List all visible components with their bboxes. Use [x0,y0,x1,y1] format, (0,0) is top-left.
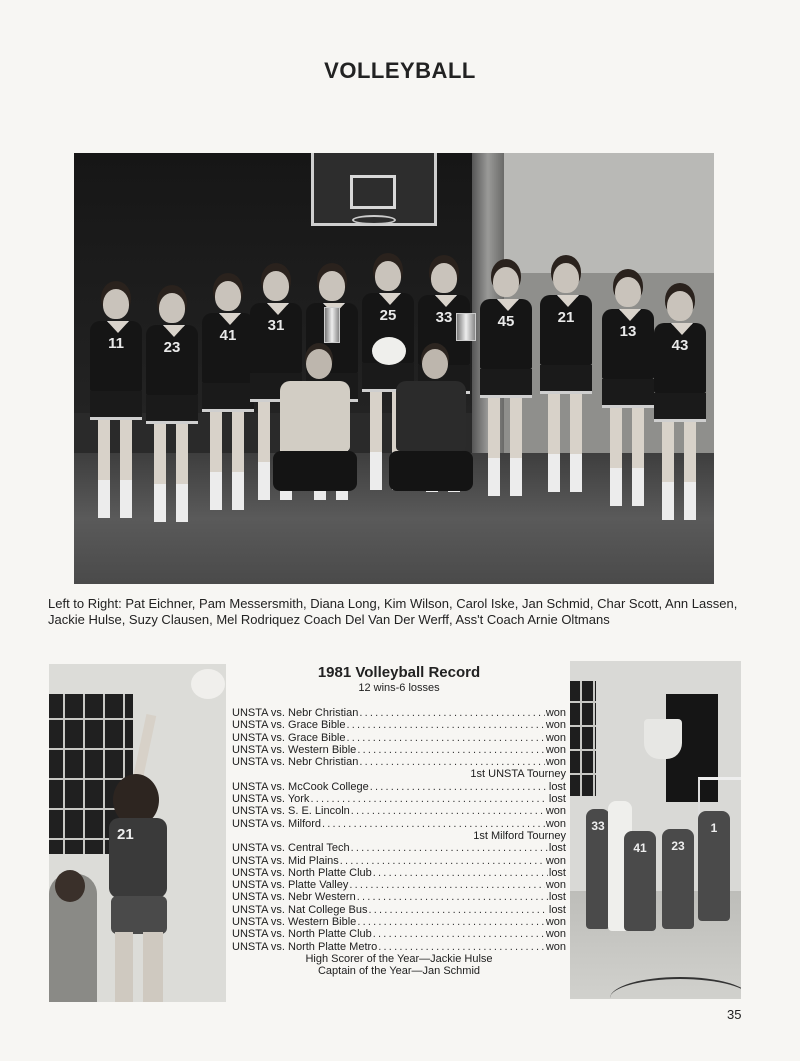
tourney-result: 1st UNSTA Tourney [470,768,566,781]
game-row: UNSTA vs. Milford ..... won [232,818,566,830]
record-summary: 12 wins-6 losses [358,682,440,694]
game-row: UNSTA vs. Central Tech ..... lost [232,842,566,854]
player: 41 [202,281,254,510]
game-row: UNSTA vs. McCook College ..... lost [232,781,566,793]
gym-wall-light [504,153,714,283]
game-row: UNSTA vs. Grace Bible ..... won [232,732,566,744]
season-record [232,664,566,978]
game-row: UNSTA vs. York ..... lost [232,793,566,805]
trophy [324,307,340,343]
game-row: UNSTA vs. Nebr Western ..... lost [232,891,566,903]
player: 45 [480,267,532,496]
trophy [456,313,476,341]
player: 21 [540,263,592,492]
player: 33 [418,263,470,492]
game-row: UNSTA vs. Mid Plains ..... won [232,855,566,867]
award-high-scorer: High Scorer of the Year—Jackie Hulse [305,952,493,965]
huddle-photo [570,661,741,999]
player: 41 [624,831,656,931]
game-row: UNSTA vs. North Platte Club ..... won [232,928,566,940]
player: 23 [146,293,198,522]
head-coach [280,349,357,491]
basketball-backboard [644,719,682,759]
player: 1 [698,811,730,921]
game-row: UNSTA vs. North Platte Metro ..... won [232,941,566,953]
photo-caption: Left to Right: Pat Eichner, Pam Messersmith, Diana Long, Kim Wilson, Carol Iske, Jan Schmid, Char Scott, Ann Lassen, Jackie Hulse, Suzy Clausen, Mel Rodriquez Coach Del Van Der Werff, Ass't Coach Arnie Oltmans [48,596,738,627]
player: 11 [90,289,142,518]
player: 25 [362,261,414,490]
game-row: UNSTA vs. Grace Bible ..... won [232,719,566,731]
tourney-result: 1st Milford Tourney [473,829,566,842]
player: 13 [602,277,654,506]
game-row: UNSTA vs. S. E. Lincoln ..... won [232,805,566,817]
hitting-player [109,774,171,1002]
player: 33 [586,809,610,929]
game-row: UNSTA vs. North Platte Club ..... lost [232,867,566,879]
game-row: UNSTA vs. Nebr Christian ..... won [232,756,566,768]
player: 31 [250,271,302,500]
game-row: UNSTA vs. Platte Valley ..... won [232,879,566,891]
page-title: VOLLEYBALL [324,58,476,83]
player: 23 [662,829,694,929]
game-row: UNSTA vs. Nebr Christian ..... won [232,707,566,719]
gym-window [570,681,596,796]
basketball-rim [352,215,396,225]
assistant-coach [396,349,473,491]
player: 43 [654,291,706,520]
record-title: 1981 Volleyball Record [317,664,481,681]
game-row: UNSTA vs. Western Bible ..... won [232,916,566,928]
game-row: UNSTA vs. Nat College Bus ..... lost [232,904,566,916]
action-photo: 21 [49,664,226,1002]
game-row: UNSTA vs. Western Bible ..... won [232,744,566,756]
page-number: 35 [727,1007,742,1022]
volleyball [191,669,225,699]
basketball-backboard [311,153,437,226]
award-captain: Captain of the Year—Jan Schmid [317,965,481,978]
team-photo [74,153,714,584]
